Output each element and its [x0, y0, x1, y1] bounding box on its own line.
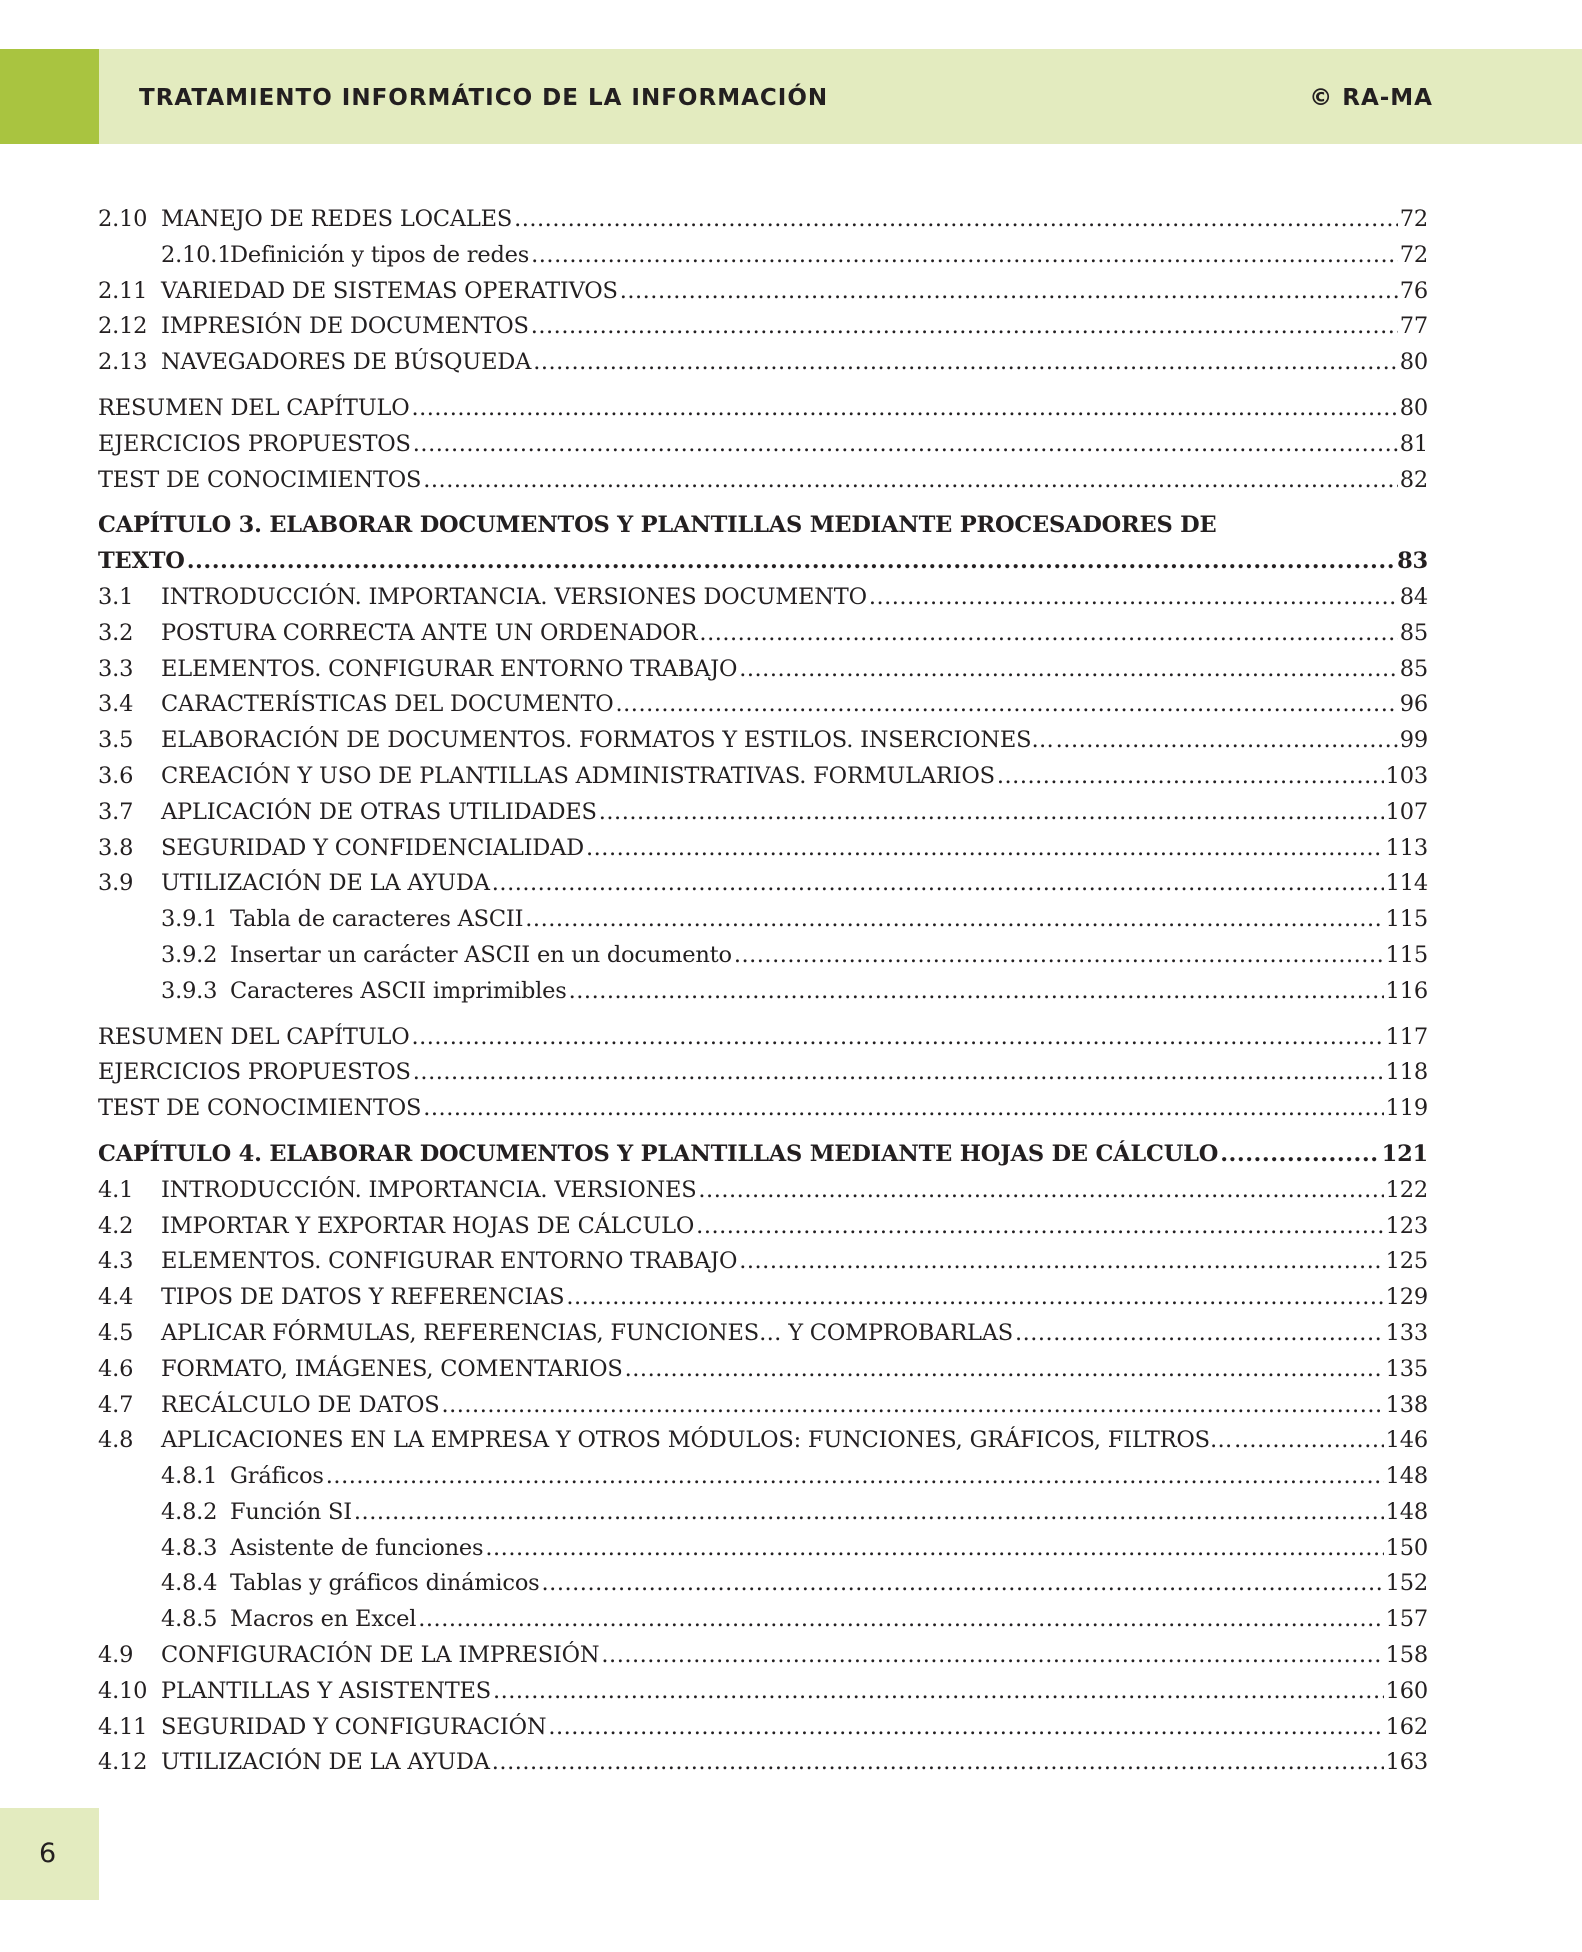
toc-entry-title: ELEMENTOS. CONFIGURAR ENTORNO TRABAJO	[161, 655, 738, 682]
toc-subentry[interactable]	[98, 974, 1428, 1010]
toc-entry-page: 150	[1385, 1534, 1428, 1561]
toc-entry-number: 4.8	[98, 1427, 134, 1454]
toc-entry[interactable]	[98, 1710, 1428, 1746]
toc-entry-page: 115	[1385, 906, 1428, 933]
dot-leader	[601, 1638, 1383, 1674]
dot-leader	[599, 795, 1384, 831]
toc-entry-page: 157	[1385, 1606, 1428, 1633]
toc-entry-number: 4.5	[98, 1319, 134, 1346]
toc-entry[interactable]	[98, 1352, 1428, 1388]
toc-subentry[interactable]	[98, 1459, 1428, 1495]
book-title: TRATAMIENTO INFORMÁTICO DE LA INFORMACIÓN	[139, 85, 829, 111]
toc-section-entry[interactable]	[98, 1055, 1428, 1091]
toc-entry-number: 3.5	[98, 727, 134, 754]
toc-entry-page: 115	[1385, 941, 1428, 968]
toc-entry-number: 3.2	[98, 619, 134, 646]
toc-entry[interactable]	[98, 831, 1428, 867]
toc-entry-page: 129	[1385, 1284, 1428, 1311]
toc-entry-title: Caracteres ASCII imprimibles	[230, 977, 567, 1004]
dot-leader	[1220, 1137, 1379, 1173]
toc-entry-title: IMPRESIÓN DE DOCUMENTOS	[161, 313, 529, 340]
dot-leader	[531, 238, 1398, 274]
toc-entry-number: 4.8.4	[161, 1570, 218, 1597]
dot-leader	[533, 345, 1398, 381]
toc-entry-title: Insertar un carácter ASCII en un documento	[230, 941, 732, 968]
toc-entry-title: CREACIÓN Y USO DE PLANTILLAS ADMINISTRATIVAS. FORMULARIOS	[161, 762, 995, 789]
toc-subentry[interactable]	[98, 1566, 1428, 1602]
toc-entry-number: 2.10	[98, 206, 148, 232]
dot-leader	[569, 974, 1384, 1010]
toc-entry[interactable]	[98, 1244, 1428, 1280]
toc-entry-title: TEXTO	[98, 548, 185, 575]
toc-subentry[interactable]	[98, 902, 1428, 938]
toc-entry-title: UTILIZACIÓN DE LA AYUDA	[161, 870, 490, 897]
dot-leader	[699, 616, 1397, 652]
toc-entry-title: EJERCICIOS PROPUESTOS	[98, 1059, 411, 1086]
toc-entry-page: 163	[1385, 1749, 1428, 1776]
toc-entry-title: Tablas y gráficos dinámicos	[230, 1570, 540, 1597]
dot-leader	[187, 544, 1395, 580]
toc-entry-page: 113	[1385, 834, 1428, 861]
dot-leader	[616, 687, 1398, 723]
dot-leader	[586, 831, 1384, 867]
toc-entry-number: 4.9	[98, 1642, 134, 1669]
toc-entry-page: 121	[1381, 1140, 1428, 1167]
toc-entry[interactable]	[98, 687, 1428, 723]
dot-leader	[1015, 1316, 1384, 1352]
dot-leader	[869, 580, 1398, 616]
toc-entry-page: 80	[1399, 394, 1428, 421]
dot-leader	[734, 938, 1384, 974]
toc-entry-title: UTILIZACIÓN DE LA AYUDA	[161, 1749, 490, 1776]
toc-entry-page: 83	[1397, 548, 1428, 575]
toc-entry[interactable]	[98, 723, 1428, 759]
toc-entry-number: 2.11	[98, 277, 148, 304]
table-of-contents	[98, 202, 1428, 1781]
toc-entry-number: 4.10	[98, 1677, 148, 1704]
toc-entry-page: 72	[1399, 206, 1428, 232]
toc-entry[interactable]	[98, 1423, 1428, 1459]
toc-entry-number: 4.6	[98, 1355, 134, 1382]
dot-leader	[514, 202, 1398, 238]
toc-entry[interactable]	[98, 652, 1428, 688]
toc-entry-title: SEGURIDAD Y CONFIDENCIALIDAD	[161, 834, 584, 861]
toc-entry-page: 116	[1385, 977, 1428, 1004]
toc-entry-page: 148	[1385, 1463, 1428, 1490]
toc-entry[interactable]	[98, 1745, 1428, 1781]
dot-leader	[413, 1055, 1384, 1091]
toc-entry-page: 119	[1385, 1095, 1428, 1122]
toc-entry[interactable]	[98, 274, 1428, 310]
toc-entry-title: RECÁLCULO DE DATOS	[161, 1391, 440, 1418]
toc-entry[interactable]	[98, 202, 1428, 238]
toc-chapter-title-line: CAPÍTULO 3. ELABORAR DOCUMENTOS Y PLANTILLAS MEDIANTE PROCESADORES DE	[98, 512, 1217, 539]
dot-leader	[531, 309, 1398, 345]
toc-entry-page: 158	[1385, 1642, 1428, 1669]
toc-entry-number: 4.8.1	[161, 1463, 218, 1490]
dot-leader	[492, 866, 1384, 902]
toc-entry-number: 4.3	[98, 1248, 134, 1275]
header-accent-tab	[0, 49, 99, 144]
toc-subentry[interactable]	[98, 938, 1428, 974]
toc-entry-number: 3.7	[98, 798, 134, 825]
toc-entry-number: 3.4	[98, 691, 134, 718]
toc-entry-title: SEGURIDAD Y CONFIGURACIÓN	[161, 1713, 547, 1740]
toc-entry-title: Gráficos	[230, 1463, 324, 1490]
toc-entry-title: NAVEGADORES DE BÚSQUEDA	[161, 349, 532, 376]
toc-entry-title: ELABORACIÓN DE DOCUMENTOS. FORMATOS Y ESTILOS. INSERCIONES…	[161, 727, 1054, 754]
toc-entry[interactable]	[98, 1388, 1428, 1424]
toc-entry-page: 118	[1385, 1059, 1428, 1086]
toc-entry-page: 114	[1385, 870, 1428, 897]
toc-entry-page: 135	[1385, 1355, 1428, 1382]
toc-entry-number: 3.9.1	[161, 906, 218, 933]
toc-entry-page: 117	[1385, 1023, 1428, 1050]
page-number-box	[0, 1808, 99, 1900]
toc-entry-title: INTRODUCCIÓN. IMPORTANCIA. VERSIONES DOCUMENTO	[161, 583, 867, 610]
publisher-mark: © RA-MA	[1309, 85, 1433, 111]
toc-entry-page: 77	[1399, 313, 1428, 340]
dot-leader	[698, 1173, 1383, 1209]
toc-entry-number: 3.3	[98, 655, 134, 682]
toc-entry[interactable]	[98, 345, 1428, 381]
toc-chapter-entry[interactable]	[98, 1137, 1428, 1173]
toc-entry-title: APLICACIONES EN LA EMPRESA Y OTROS MÓDULOS: FUNCIONES, GRÁFICOS, FILTROS…	[161, 1427, 1233, 1454]
toc-entry-number: 4.8.2	[161, 1498, 218, 1525]
toc-entry[interactable]	[98, 1173, 1428, 1209]
toc-entry-title: ELEMENTOS. CONFIGURAR ENTORNO TRABAJO	[161, 1248, 738, 1275]
toc-entry-number: 3.8	[98, 834, 134, 861]
toc-entry[interactable]	[98, 1638, 1428, 1674]
toc-chapter-entry[interactable]	[98, 544, 1428, 580]
toc-entry-title: TEST DE CONOCIMIENTOS	[98, 466, 422, 493]
toc-entry-title: PLANTILLAS Y ASISTENTES	[161, 1677, 491, 1704]
toc-entry[interactable]	[98, 795, 1428, 831]
toc-subentry[interactable]	[98, 238, 1428, 274]
dot-leader	[493, 1674, 1384, 1710]
toc-entry[interactable]	[98, 616, 1428, 652]
toc-entry-number: 3.6	[98, 762, 134, 789]
dot-leader	[620, 274, 1398, 310]
toc-entry-page: 85	[1399, 655, 1428, 682]
dot-leader	[525, 902, 1383, 938]
toc-entry-page: 82	[1399, 466, 1428, 493]
toc-entry-page: 84	[1399, 583, 1428, 610]
toc-entry-number: 4.4	[98, 1284, 134, 1311]
dot-leader	[548, 1710, 1383, 1746]
toc-entry-number: 4.7	[98, 1391, 134, 1418]
toc-entry-page: 138	[1385, 1391, 1428, 1418]
dot-leader	[423, 1091, 1383, 1127]
toc-entry-title: MANEJO DE REDES LOCALES	[161, 206, 513, 232]
dot-leader	[441, 1388, 1383, 1424]
toc-entry-page: 162	[1385, 1713, 1428, 1740]
toc-entry-title: IMPORTAR Y EXPORTAR HOJAS DE CÁLCULO	[161, 1212, 695, 1239]
toc-entry-page: 146	[1385, 1427, 1428, 1454]
toc-entry-page: 107	[1385, 798, 1428, 825]
toc-section-entry[interactable]	[98, 1091, 1428, 1127]
dot-leader	[1056, 723, 1398, 759]
toc-entry-number: 3.9	[98, 870, 134, 897]
toc-entry-title: APLICACIÓN DE OTRAS UTILIDADES	[161, 798, 597, 825]
toc-entry[interactable]	[98, 309, 1428, 345]
toc-entry[interactable]	[98, 1316, 1428, 1352]
page-number: 6	[39, 1838, 57, 1869]
toc-entry-page: 81	[1399, 430, 1428, 457]
toc-section-entry[interactable]	[98, 427, 1428, 463]
toc-entry-page: 123	[1385, 1212, 1428, 1239]
toc-entry-title: Asistente de funciones	[230, 1534, 484, 1561]
toc-section-entry[interactable]	[98, 391, 1428, 427]
toc-entry-page: 122	[1385, 1176, 1428, 1203]
toc-entry-number: 4.8.5	[161, 1606, 218, 1633]
toc-entry-number: 2.12	[98, 313, 148, 340]
toc-entry-number: 4.2	[98, 1212, 134, 1239]
toc-entry[interactable]	[98, 1280, 1428, 1316]
toc-subentry[interactable]	[98, 1531, 1428, 1567]
toc-entry-number: 3.9.2	[161, 941, 218, 968]
toc-entry-page: 76	[1399, 277, 1428, 304]
dot-leader	[696, 1209, 1383, 1245]
toc-section-entry[interactable]	[98, 1020, 1428, 1056]
toc-entry-number: 2.13	[98, 349, 148, 376]
dot-leader	[423, 463, 1398, 499]
toc-entry-page: 80	[1399, 349, 1428, 376]
toc-entry-title: CARACTERÍSTICAS DEL DOCUMENTO	[161, 691, 614, 718]
toc-entry-title: POSTURA CORRECTA ANTE UN ORDENADOR	[161, 619, 698, 646]
toc-entry-number: 2.10.1	[161, 241, 232, 268]
toc-entry-page: 85	[1399, 619, 1428, 646]
toc-entry[interactable]	[98, 580, 1428, 616]
dot-leader	[326, 1459, 1384, 1495]
toc-entry-number: 4.12	[98, 1749, 148, 1776]
toc-entry-page: 125	[1385, 1248, 1428, 1275]
toc-entry-page: 152	[1385, 1570, 1428, 1597]
page-header	[0, 49, 1582, 144]
toc-entry-title: RESUMEN DEL CAPÍTULO	[98, 1023, 410, 1050]
toc-entry-page: 96	[1399, 691, 1428, 718]
toc-entry-title: INTRODUCCIÓN. IMPORTANCIA. VERSIONES	[161, 1176, 697, 1203]
toc-entry-title: RESUMEN DEL CAPÍTULO	[98, 394, 410, 421]
toc-entry-title: FORMATO, IMÁGENES, COMENTARIOS	[161, 1355, 623, 1382]
toc-entry-title: Definición y tipos de redes	[230, 241, 530, 268]
dot-leader	[625, 1352, 1384, 1388]
toc-entry-title: Función SI	[230, 1498, 352, 1525]
toc-entry-title: EJERCICIOS PROPUESTOS	[98, 430, 411, 457]
toc-entry[interactable]	[98, 866, 1428, 902]
dot-leader	[418, 1602, 1383, 1638]
toc-entry[interactable]	[98, 1674, 1428, 1710]
dot-leader	[492, 1745, 1384, 1781]
toc-entry-page: 133	[1385, 1319, 1428, 1346]
toc-entry-number: 3.9.3	[161, 977, 218, 1004]
toc-entry[interactable]	[98, 759, 1428, 795]
toc-entry-title: TEST DE CONOCIMIENTOS	[98, 1095, 422, 1122]
dot-leader	[542, 1566, 1384, 1602]
dot-leader	[411, 1020, 1383, 1056]
toc-entry-page: 99	[1399, 727, 1428, 754]
dot-leader	[739, 652, 1398, 688]
toc-entry-page: 103	[1385, 762, 1428, 789]
toc-subentry[interactable]	[98, 1495, 1428, 1531]
dot-leader	[354, 1495, 1384, 1531]
toc-entry-number: 4.11	[98, 1713, 148, 1740]
dot-leader	[485, 1531, 1383, 1567]
dot-leader	[1234, 1423, 1384, 1459]
toc-entry-page: 72	[1399, 241, 1428, 268]
toc-entry-number: 4.1	[98, 1176, 134, 1203]
toc-entry-page: 160	[1385, 1677, 1428, 1704]
toc-entry-title: APLICAR FÓRMULAS, REFERENCIAS, FUNCIONES… Y COMPROBARLAS	[161, 1319, 1013, 1346]
toc-subentry[interactable]	[98, 1602, 1428, 1638]
toc-entry[interactable]	[98, 1209, 1428, 1245]
dot-leader	[566, 1280, 1383, 1316]
toc-entry-title: Macros en Excel	[230, 1606, 417, 1633]
dot-leader	[739, 1244, 1383, 1280]
toc-entry-title: TIPOS DE DATOS Y REFERENCIAS	[161, 1284, 565, 1311]
dot-leader	[997, 759, 1384, 795]
toc-entry-number: 3.1	[98, 583, 134, 610]
toc-entry-number: 4.8.3	[161, 1534, 218, 1561]
dot-leader	[411, 391, 1397, 427]
dot-leader	[413, 427, 1398, 463]
toc-entry-title: VARIEDAD DE SISTEMAS OPERATIVOS	[161, 277, 618, 304]
toc-entry-page: 148	[1385, 1498, 1428, 1525]
toc-entry-title: CAPÍTULO 4. ELABORAR DOCUMENTOS Y PLANTILLAS MEDIANTE HOJAS DE CÁLCULO	[98, 1140, 1219, 1167]
toc-entry-title: CONFIGURACIÓN DE LA IMPRESIÓN	[161, 1642, 600, 1669]
toc-entry-title: Tabla de caracteres ASCII	[230, 906, 524, 933]
toc-section-entry[interactable]	[98, 463, 1428, 499]
